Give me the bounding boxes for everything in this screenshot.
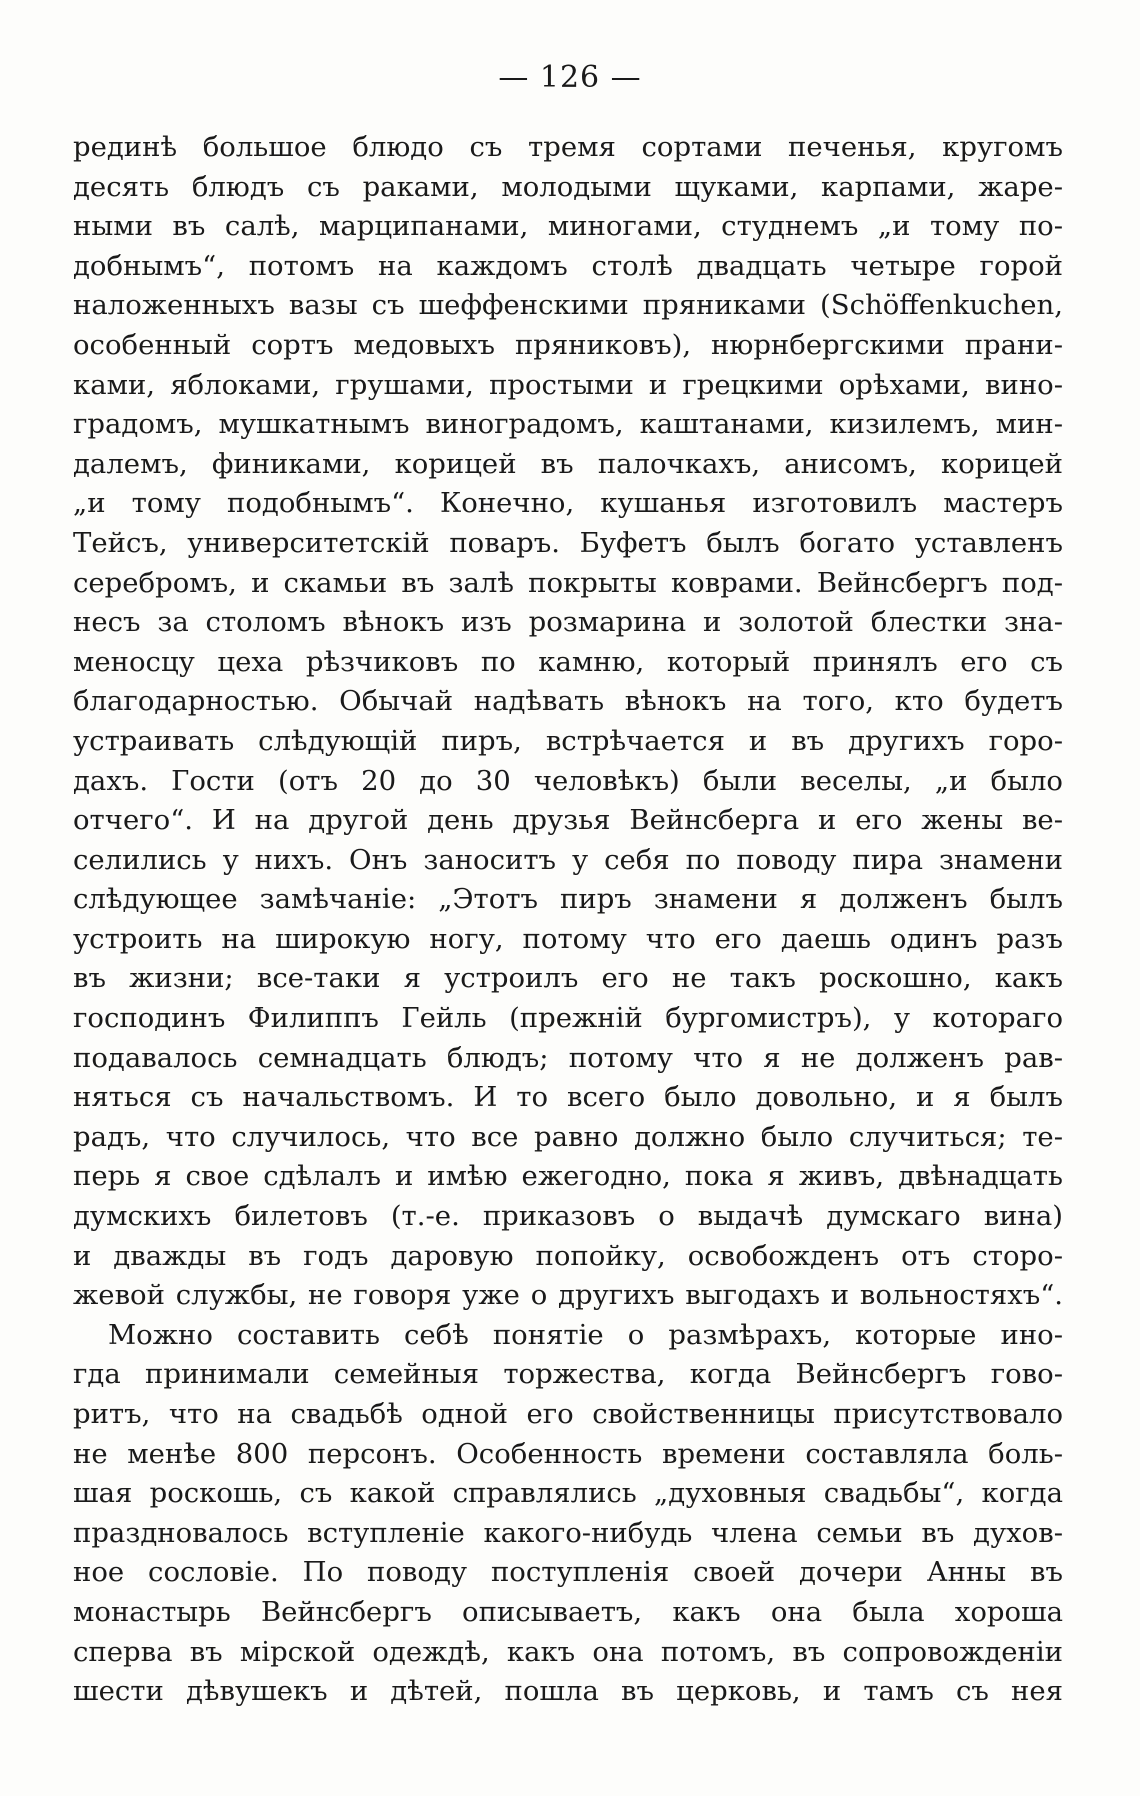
- text-line: подавалось семнадцать блюдъ; потому что я не долженъ рав-: [73, 1041, 1063, 1074]
- body-text: [73, 128, 1063, 1712]
- text-line: рединѣ большое блюдо съ тремя сортами печенья, кругомъ: [73, 131, 1063, 163]
- text-line: несъ за столомъ вѣнокъ изъ розмарина и золотой блестки зна-: [73, 606, 1063, 639]
- text-line: ными въ салѣ, марципанами, миногами, студнемъ „и тому по-: [73, 210, 1063, 243]
- text-line: наложенныхъ вазы съ шеффенскими пряниками (Schöffenkuchen,: [73, 289, 1063, 322]
- text-line: меносцу цеха рѣзчиковъ по камню, который принялъ его съ: [73, 645, 1063, 678]
- text-line: ками, яблоками, грушами, простыми и грецкими орѣхами, вино-: [73, 368, 1063, 401]
- text-line: серебромъ, и скамьи въ залѣ покрыты коврами. Вейнсбергъ под-: [73, 566, 1063, 599]
- text-line: дахъ. Гости (отъ 20 до 30 человѣкъ) были веселы, „и было: [73, 764, 1063, 797]
- page-number: — 126 —: [498, 60, 642, 95]
- text-line: Тейсъ, университетскій поваръ. Буфетъ былъ богато уставленъ: [73, 526, 1063, 559]
- text-line: господинъ Филиппъ Гейль (прежній бургомистръ), у котораго: [73, 1002, 1063, 1035]
- text-line: далемъ, финиками, корицей въ палочкахъ, анисомъ, корицей: [73, 447, 1063, 480]
- text-line: устраивать слѣдующій пиръ, встрѣчается и въ другихъ горо-: [73, 724, 1063, 757]
- text-line: градомъ, мушкатнымъ виноградомъ, каштанами, кизилемъ, мин-: [73, 408, 1063, 441]
- text-line: отчего“. И на другой день друзья Вейнсберга и его жены ве-: [73, 804, 1063, 837]
- text-line: думскихъ билетовъ (т.-е. приказовъ о выдачѣ думскаго вина): [73, 1200, 1063, 1233]
- text-line: праздновалось вступленіе какого-нибудь члена семьи въ духов-: [73, 1516, 1063, 1549]
- text-line: шести дѣвушекъ и дѣтей, пошла въ церковь, и тамъ съ нея: [73, 1675, 1063, 1708]
- text-line: радъ, что случилось, что все равно должно было случиться; те-: [73, 1120, 1063, 1153]
- text-line: въ жизни; все-таки я устроилъ его не такъ роскошно, какъ: [73, 962, 1063, 995]
- text-line: Можно составить себѣ понятіе о размѣрахъ, которые ино-: [108, 1318, 1063, 1351]
- text-line: селились у нихъ. Онъ заноситъ у себя по поводу пира знамени: [73, 843, 1063, 876]
- text-line: перь я свое сдѣлалъ и имѣю ежегодно, пока я живъ, двѣнадцать: [73, 1160, 1063, 1193]
- text-line: не менѣе 800 персонъ. Особенность времени составляла боль-: [73, 1437, 1063, 1470]
- text-line: ритъ, что на свадьбѣ одной его свойственницы присутствовало: [73, 1398, 1063, 1430]
- text-line: шая роскошь, съ какой справлялись „духовныя свадьбы“, когда: [73, 1477, 1063, 1510]
- text-line: „и тому подобнымъ“. Конечно, кушанья изготовилъ мастеръ: [73, 487, 1063, 520]
- text-line: няться съ начальствомъ. И то всего было довольно, и я былъ: [73, 1081, 1063, 1114]
- text-line: монастырь Вейнсбергъ описываетъ, какъ она была хороша: [73, 1595, 1063, 1628]
- text-line: гда принимали семейныя торжества, когда Вейнсбергъ гово-: [73, 1358, 1063, 1391]
- text-line: добнымъ“, потомъ на каждомъ столѣ двадцать четыре горой: [73, 249, 1063, 282]
- text-line: благодарностью. Обычай надѣвать вѣнокъ на того, кто будетъ: [73, 685, 1063, 718]
- text-line: десять блюдъ съ раками, молодыми щуками, карпами, жаре-: [73, 170, 1063, 203]
- text-line: сперва въ мірской одеждѣ, какъ она потомъ, въ сопровожденіи: [73, 1635, 1063, 1668]
- text-line: особенный сортъ медовыхъ пряниковъ), нюрнбергскими прани-: [73, 328, 1063, 361]
- text-line: устроить на широкую ногу, потому что его даешь одинъ разъ: [73, 922, 1063, 955]
- text-line: слѣдующее замѣчаніе: „Этотъ пиръ знамени я долженъ былъ: [73, 883, 1063, 916]
- text-line: и дважды въ годъ даровую попойку, освобожденъ отъ сторо-: [73, 1239, 1063, 1272]
- text-line: жевой службы, не говоря уже о другихъ выгодахъ и вольностяхъ“.: [73, 1279, 1063, 1312]
- text-line: ное сословіе. По поводу поступленія своей дочери Анны въ: [73, 1556, 1063, 1589]
